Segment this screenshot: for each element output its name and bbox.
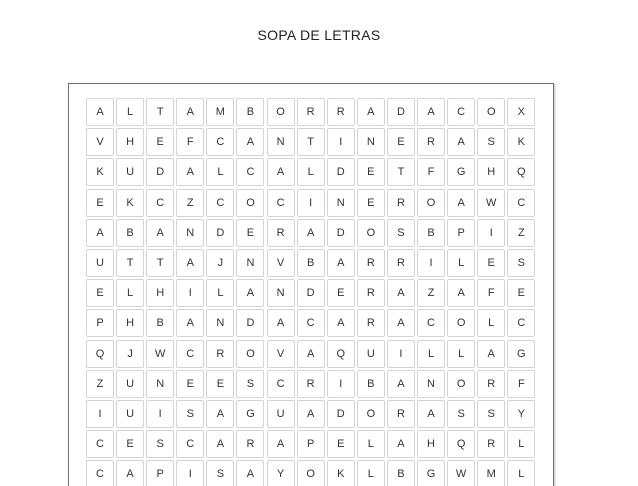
letter-cell: E (357, 158, 385, 186)
letter-cell: I (327, 128, 355, 156)
letter-cell: D (146, 158, 174, 186)
letter-cell: K (86, 158, 114, 186)
letter-cell: O (236, 340, 264, 368)
letter-cell: S (206, 460, 234, 486)
letter-cell: F (176, 128, 204, 156)
letter-cell: T (146, 249, 174, 277)
letter-cell: D (327, 219, 355, 247)
letter-cell: R (417, 128, 445, 156)
letter-cell: H (417, 430, 445, 458)
letter-cell: B (146, 309, 174, 337)
letter-cell: E (327, 279, 355, 307)
letter-cell: S (387, 219, 415, 247)
letter-cell: D (236, 309, 264, 337)
letter-cell: H (116, 128, 144, 156)
letter-cell: Z (507, 219, 535, 247)
letter-cell: A (447, 279, 475, 307)
letter-cell: Z (86, 370, 114, 398)
letter-cell: R (387, 249, 415, 277)
letter-cell: A (236, 128, 264, 156)
letter-cell: V (267, 340, 295, 368)
letter-cell: D (327, 158, 355, 186)
letter-cell: F (477, 279, 505, 307)
letter-cell: A (417, 98, 445, 126)
letter-cell: A (297, 219, 325, 247)
letter-cell: N (267, 128, 295, 156)
letter-cell: R (387, 189, 415, 217)
letter-cell: L (507, 460, 535, 486)
letter-cell: L (206, 279, 234, 307)
letter-cell: O (417, 189, 445, 217)
letter-cell: Q (327, 340, 355, 368)
letter-cell: T (146, 98, 174, 126)
letter-cell: A (236, 460, 264, 486)
letter-cell: S (236, 370, 264, 398)
letter-cell: C (297, 309, 325, 337)
letter-cell: E (176, 370, 204, 398)
letter-cell: U (357, 340, 385, 368)
letter-cell: C (447, 98, 475, 126)
letter-cell: B (417, 219, 445, 247)
letter-cell: R (357, 249, 385, 277)
page-title: SOPA DE LETRAS (257, 27, 381, 43)
letter-cell: L (477, 309, 505, 337)
letter-cell: T (387, 158, 415, 186)
letter-cell: I (477, 219, 505, 247)
letter-cell: E (86, 189, 114, 217)
letter-cell: A (297, 340, 325, 368)
letter-cell: N (327, 189, 355, 217)
letter-cell: G (507, 340, 535, 368)
letter-cell: Q (86, 340, 114, 368)
letter-cell: C (146, 189, 174, 217)
letter-cell: C (507, 189, 535, 217)
letter-cell: R (206, 340, 234, 368)
letter-cell: E (236, 219, 264, 247)
letter-cell: R (357, 279, 385, 307)
letter-cell: R (297, 98, 325, 126)
letter-cell: O (267, 98, 295, 126)
letter-cell: I (146, 400, 174, 428)
letter-cell: A (387, 309, 415, 337)
letter-cell: T (116, 249, 144, 277)
letter-cell: M (477, 460, 505, 486)
letter-cell: W (146, 340, 174, 368)
letter-cell: I (176, 279, 204, 307)
letter-cell: C (267, 370, 295, 398)
letter-cell: E (206, 370, 234, 398)
letter-cell: O (477, 98, 505, 126)
letter-cell: A (297, 400, 325, 428)
letter-cell: A (447, 128, 475, 156)
letter-cell: A (267, 309, 295, 337)
letter-cell: C (86, 460, 114, 486)
letter-cell: L (447, 340, 475, 368)
letter-cell: B (236, 98, 264, 126)
letter-cell: H (116, 309, 144, 337)
letter-cell: N (417, 370, 445, 398)
letter-cell: E (357, 189, 385, 217)
letter-cell: N (176, 219, 204, 247)
letter-cell: L (357, 430, 385, 458)
letter-cell: L (417, 340, 445, 368)
letter-cell: L (116, 279, 144, 307)
letter-cell: R (297, 370, 325, 398)
letter-cell: N (267, 279, 295, 307)
letter-cell: P (447, 219, 475, 247)
letter-cell: Q (447, 430, 475, 458)
letter-cell: A (176, 249, 204, 277)
letter-cell: R (236, 430, 264, 458)
letter-cell: C (176, 430, 204, 458)
letter-cell: C (236, 158, 264, 186)
letter-cell: K (327, 460, 355, 486)
letter-cell: A (387, 370, 415, 398)
letter-cell: O (447, 370, 475, 398)
letter-cell: R (387, 400, 415, 428)
letter-cell: V (267, 249, 295, 277)
letter-cell: F (507, 370, 535, 398)
letter-cell: A (267, 158, 295, 186)
letter-cell: P (297, 430, 325, 458)
letter-cell: J (116, 340, 144, 368)
letter-cell: L (206, 158, 234, 186)
letter-cell: C (417, 309, 445, 337)
letter-cell: N (236, 249, 264, 277)
letter-cell: H (146, 279, 174, 307)
letter-cell: D (387, 98, 415, 126)
letter-cell: C (267, 189, 295, 217)
letter-cell: O (236, 189, 264, 217)
letter-cell: A (86, 98, 114, 126)
letter-cell: L (507, 430, 535, 458)
letter-cell: D (297, 279, 325, 307)
letter-cell: U (116, 158, 144, 186)
letter-cell: S (146, 430, 174, 458)
letter-cell: F (417, 158, 445, 186)
letter-cell: L (357, 460, 385, 486)
letter-cell: Y (267, 460, 295, 486)
letter-cell: O (297, 460, 325, 486)
letter-cell: U (267, 400, 295, 428)
letter-cell: N (357, 128, 385, 156)
letter-cell: B (297, 249, 325, 277)
letter-cell: K (116, 189, 144, 217)
letter-cell: L (447, 249, 475, 277)
letter-cell: E (387, 128, 415, 156)
letter-cell: R (477, 370, 505, 398)
letter-cell: A (146, 219, 174, 247)
letter-cell: C (176, 340, 204, 368)
letter-cell: I (86, 400, 114, 428)
letter-cell: E (86, 279, 114, 307)
letter-cell: I (387, 340, 415, 368)
letter-cell: U (116, 400, 144, 428)
letter-cell: G (236, 400, 264, 428)
letter-cell: B (387, 460, 415, 486)
letter-cell: P (146, 460, 174, 486)
letter-cell: C (86, 430, 114, 458)
letter-cell: A (327, 249, 355, 277)
letter-cell: Z (417, 279, 445, 307)
letter-cell: A (357, 98, 385, 126)
letter-cell: S (176, 400, 204, 428)
letter-grid (86, 98, 535, 486)
letter-cell: A (176, 309, 204, 337)
letter-cell: J (206, 249, 234, 277)
letter-cell: T (297, 128, 325, 156)
letter-cell: A (327, 309, 355, 337)
letter-cell: C (206, 128, 234, 156)
letter-cell: R (327, 98, 355, 126)
letter-cell: A (417, 400, 445, 428)
letter-cell: A (477, 340, 505, 368)
letter-cell: C (507, 309, 535, 337)
letter-cell: E (507, 279, 535, 307)
letter-cell: M (206, 98, 234, 126)
letter-cell: G (417, 460, 445, 486)
letter-cell: R (477, 430, 505, 458)
letter-cell: A (267, 430, 295, 458)
letter-cell: V (86, 128, 114, 156)
letter-cell: I (176, 460, 204, 486)
letter-cell: L (116, 98, 144, 126)
letter-cell: R (357, 309, 385, 337)
letter-cell: H (477, 158, 505, 186)
letter-cell: A (206, 400, 234, 428)
letter-cell: I (297, 189, 325, 217)
letter-cell: A (116, 460, 144, 486)
letter-cell: E (327, 430, 355, 458)
letter-cell: I (327, 370, 355, 398)
letter-cell: A (176, 98, 204, 126)
letter-cell: L (297, 158, 325, 186)
letter-cell: A (86, 219, 114, 247)
letter-cell: E (116, 430, 144, 458)
letter-cell: O (447, 309, 475, 337)
letter-cell: A (236, 279, 264, 307)
letter-cell: Y (507, 400, 535, 428)
letter-cell: A (447, 189, 475, 217)
letter-cell: R (267, 219, 295, 247)
letter-cell: W (477, 189, 505, 217)
letter-cell: X (507, 98, 535, 126)
letter-cell: S (447, 400, 475, 428)
letter-cell: O (357, 400, 385, 428)
letter-cell: A (387, 430, 415, 458)
letter-cell: S (477, 400, 505, 428)
letter-cell: O (357, 219, 385, 247)
letter-cell: E (146, 128, 174, 156)
letter-cell: C (206, 189, 234, 217)
letter-cell: N (206, 309, 234, 337)
letter-cell: U (86, 249, 114, 277)
letter-cell: P (86, 309, 114, 337)
letter-cell: I (417, 249, 445, 277)
letter-cell: Q (507, 158, 535, 186)
letter-cell: D (327, 400, 355, 428)
letter-cell: A (387, 279, 415, 307)
letter-cell: G (447, 158, 475, 186)
letter-cell: B (116, 219, 144, 247)
letter-cell: U (116, 370, 144, 398)
letter-cell: K (507, 128, 535, 156)
letter-cell: B (357, 370, 385, 398)
letter-cell: D (206, 219, 234, 247)
letter-cell: W (447, 460, 475, 486)
letter-cell: E (477, 249, 505, 277)
letter-cell: S (477, 128, 505, 156)
letter-cell: N (146, 370, 174, 398)
letter-cell: A (206, 430, 234, 458)
letter-cell: Z (176, 189, 204, 217)
letter-cell: S (507, 249, 535, 277)
letter-cell: A (176, 158, 204, 186)
